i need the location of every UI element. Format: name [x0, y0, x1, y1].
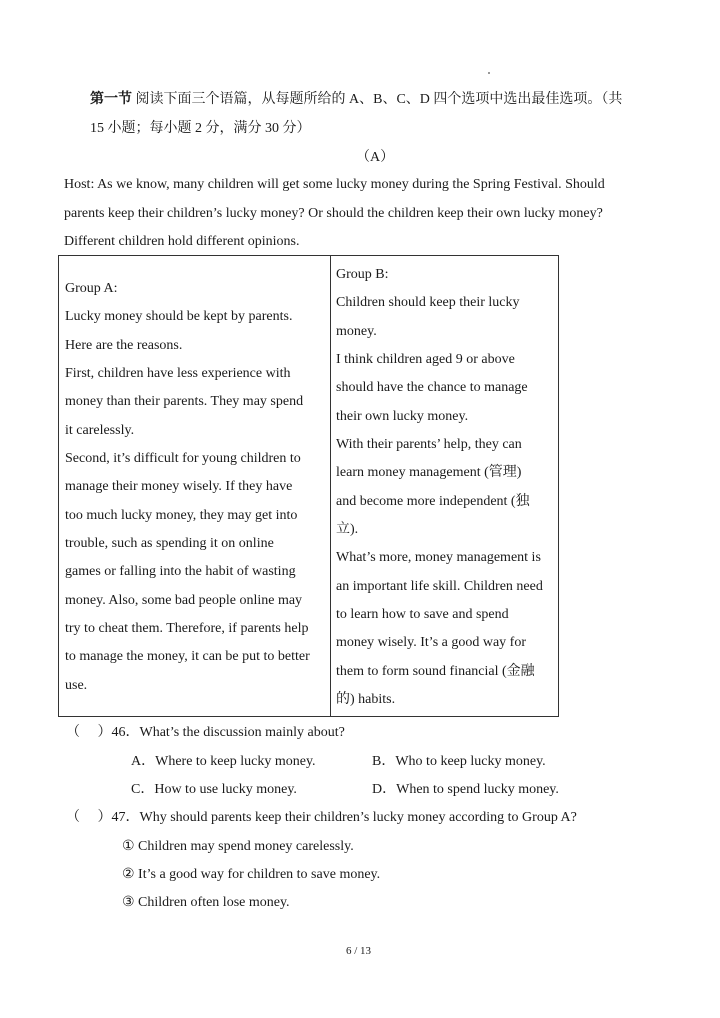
cell-line: an important life skill. Children need	[336, 578, 543, 594]
cell-line: Group B:	[336, 267, 389, 282]
question-text: Why should parents keep their children’s lucky money according to Group A?	[139, 810, 577, 825]
section-header	[90, 90, 622, 110]
opinions-table	[58, 255, 559, 717]
table-divider	[330, 256, 331, 716]
cell-line: use.	[65, 677, 88, 693]
cell-line: manage their money wisely. If they have	[65, 479, 293, 495]
cell-line: First, children have less experience with	[65, 366, 291, 382]
question-text: What’s the discussion mainly about?	[139, 725, 345, 740]
cell-line: Children should keep their lucky	[336, 295, 520, 311]
group-a-cell	[65, 275, 310, 700]
cell-line: trouble, such as spending it on online	[65, 536, 274, 552]
section-instructions: 阅读下面三个语篇，从每题所给的 A、B、C、D 四个选项中选出最佳选项。（共	[135, 92, 623, 107]
intro-line: Host: As we know, many children will get some lucky money during the Spring Festival. Should	[64, 177, 605, 192]
cell-line: money than their parents. They may spend	[65, 394, 304, 410]
cell-line: it carelessly.	[65, 422, 135, 438]
cell-line: money.	[336, 323, 377, 339]
scan-speck	[488, 72, 490, 74]
statement-3: ③ Children often lose money.	[122, 895, 290, 910]
option-b: B．Who to keep lucky money.	[372, 754, 546, 769]
cell-line: money wisely. It’s a good way for	[336, 635, 526, 651]
intro-line: parents keep their children’s lucky money? Or should the children keep their own lucky money?	[64, 206, 603, 221]
statement-1: ① Children may spend money carelessly.	[122, 839, 354, 854]
cell-line: 的) habits.	[336, 692, 396, 708]
cell-line: Here are the reasons.	[65, 337, 183, 353]
cell-line: to manage the money, it can be put to better	[65, 649, 310, 665]
statement-2: ② It’s a good way for children to save money.	[122, 867, 381, 882]
section-instructions-cont: 15 小题；每小题 2 分，满分 30 分）	[90, 121, 311, 136]
passage-title: （A）	[356, 150, 395, 165]
cell-line: What’s more, money management is	[336, 550, 541, 566]
intro-line: Different children hold different opinions.	[64, 234, 300, 249]
group-b-cell	[336, 261, 543, 715]
question-number: 47．	[111, 810, 140, 825]
cell-line: learn money management (管理)	[336, 465, 522, 481]
cell-line: their own lucky money.	[336, 408, 469, 424]
question-number: 46．	[111, 725, 140, 740]
page-number: 6 / 13	[346, 945, 372, 957]
cell-line: and become more independent (独	[336, 493, 530, 509]
cell-line: With their parents’ help, they can	[336, 437, 522, 453]
cell-line: Lucky money should be kept by parents.	[65, 309, 293, 325]
cell-line: try to cheat them. Therefore, if parents help	[65, 621, 309, 637]
cell-line: I think children aged 9 or above	[336, 352, 515, 368]
cell-line: too much lucky money, they may get into	[65, 507, 298, 523]
option-c: C．How to use lucky money.	[131, 782, 297, 797]
answer-bracket[interactable]: （ ）	[66, 725, 112, 740]
section-label: 第一节	[90, 92, 132, 107]
cell-line: Second, it’s difficult for young children to	[65, 451, 301, 467]
option-d: D．When to spend lucky money.	[372, 782, 559, 797]
cell-line: Group A:	[65, 281, 118, 296]
cell-line: money. Also, some bad people online may	[65, 592, 303, 608]
answer-bracket[interactable]: （ ）	[66, 810, 112, 825]
option-a: A．Where to keep lucky money.	[131, 754, 316, 769]
cell-line: 立).	[336, 522, 359, 538]
cell-line: games or falling into the habit of wasting	[65, 564, 296, 580]
cell-line: them to form sound financial (金融	[336, 663, 535, 679]
question-46	[66, 723, 345, 743]
cell-line: to learn how to save and spend	[336, 607, 509, 623]
cell-line: should have the chance to manage	[336, 380, 528, 396]
question-47	[66, 808, 577, 828]
